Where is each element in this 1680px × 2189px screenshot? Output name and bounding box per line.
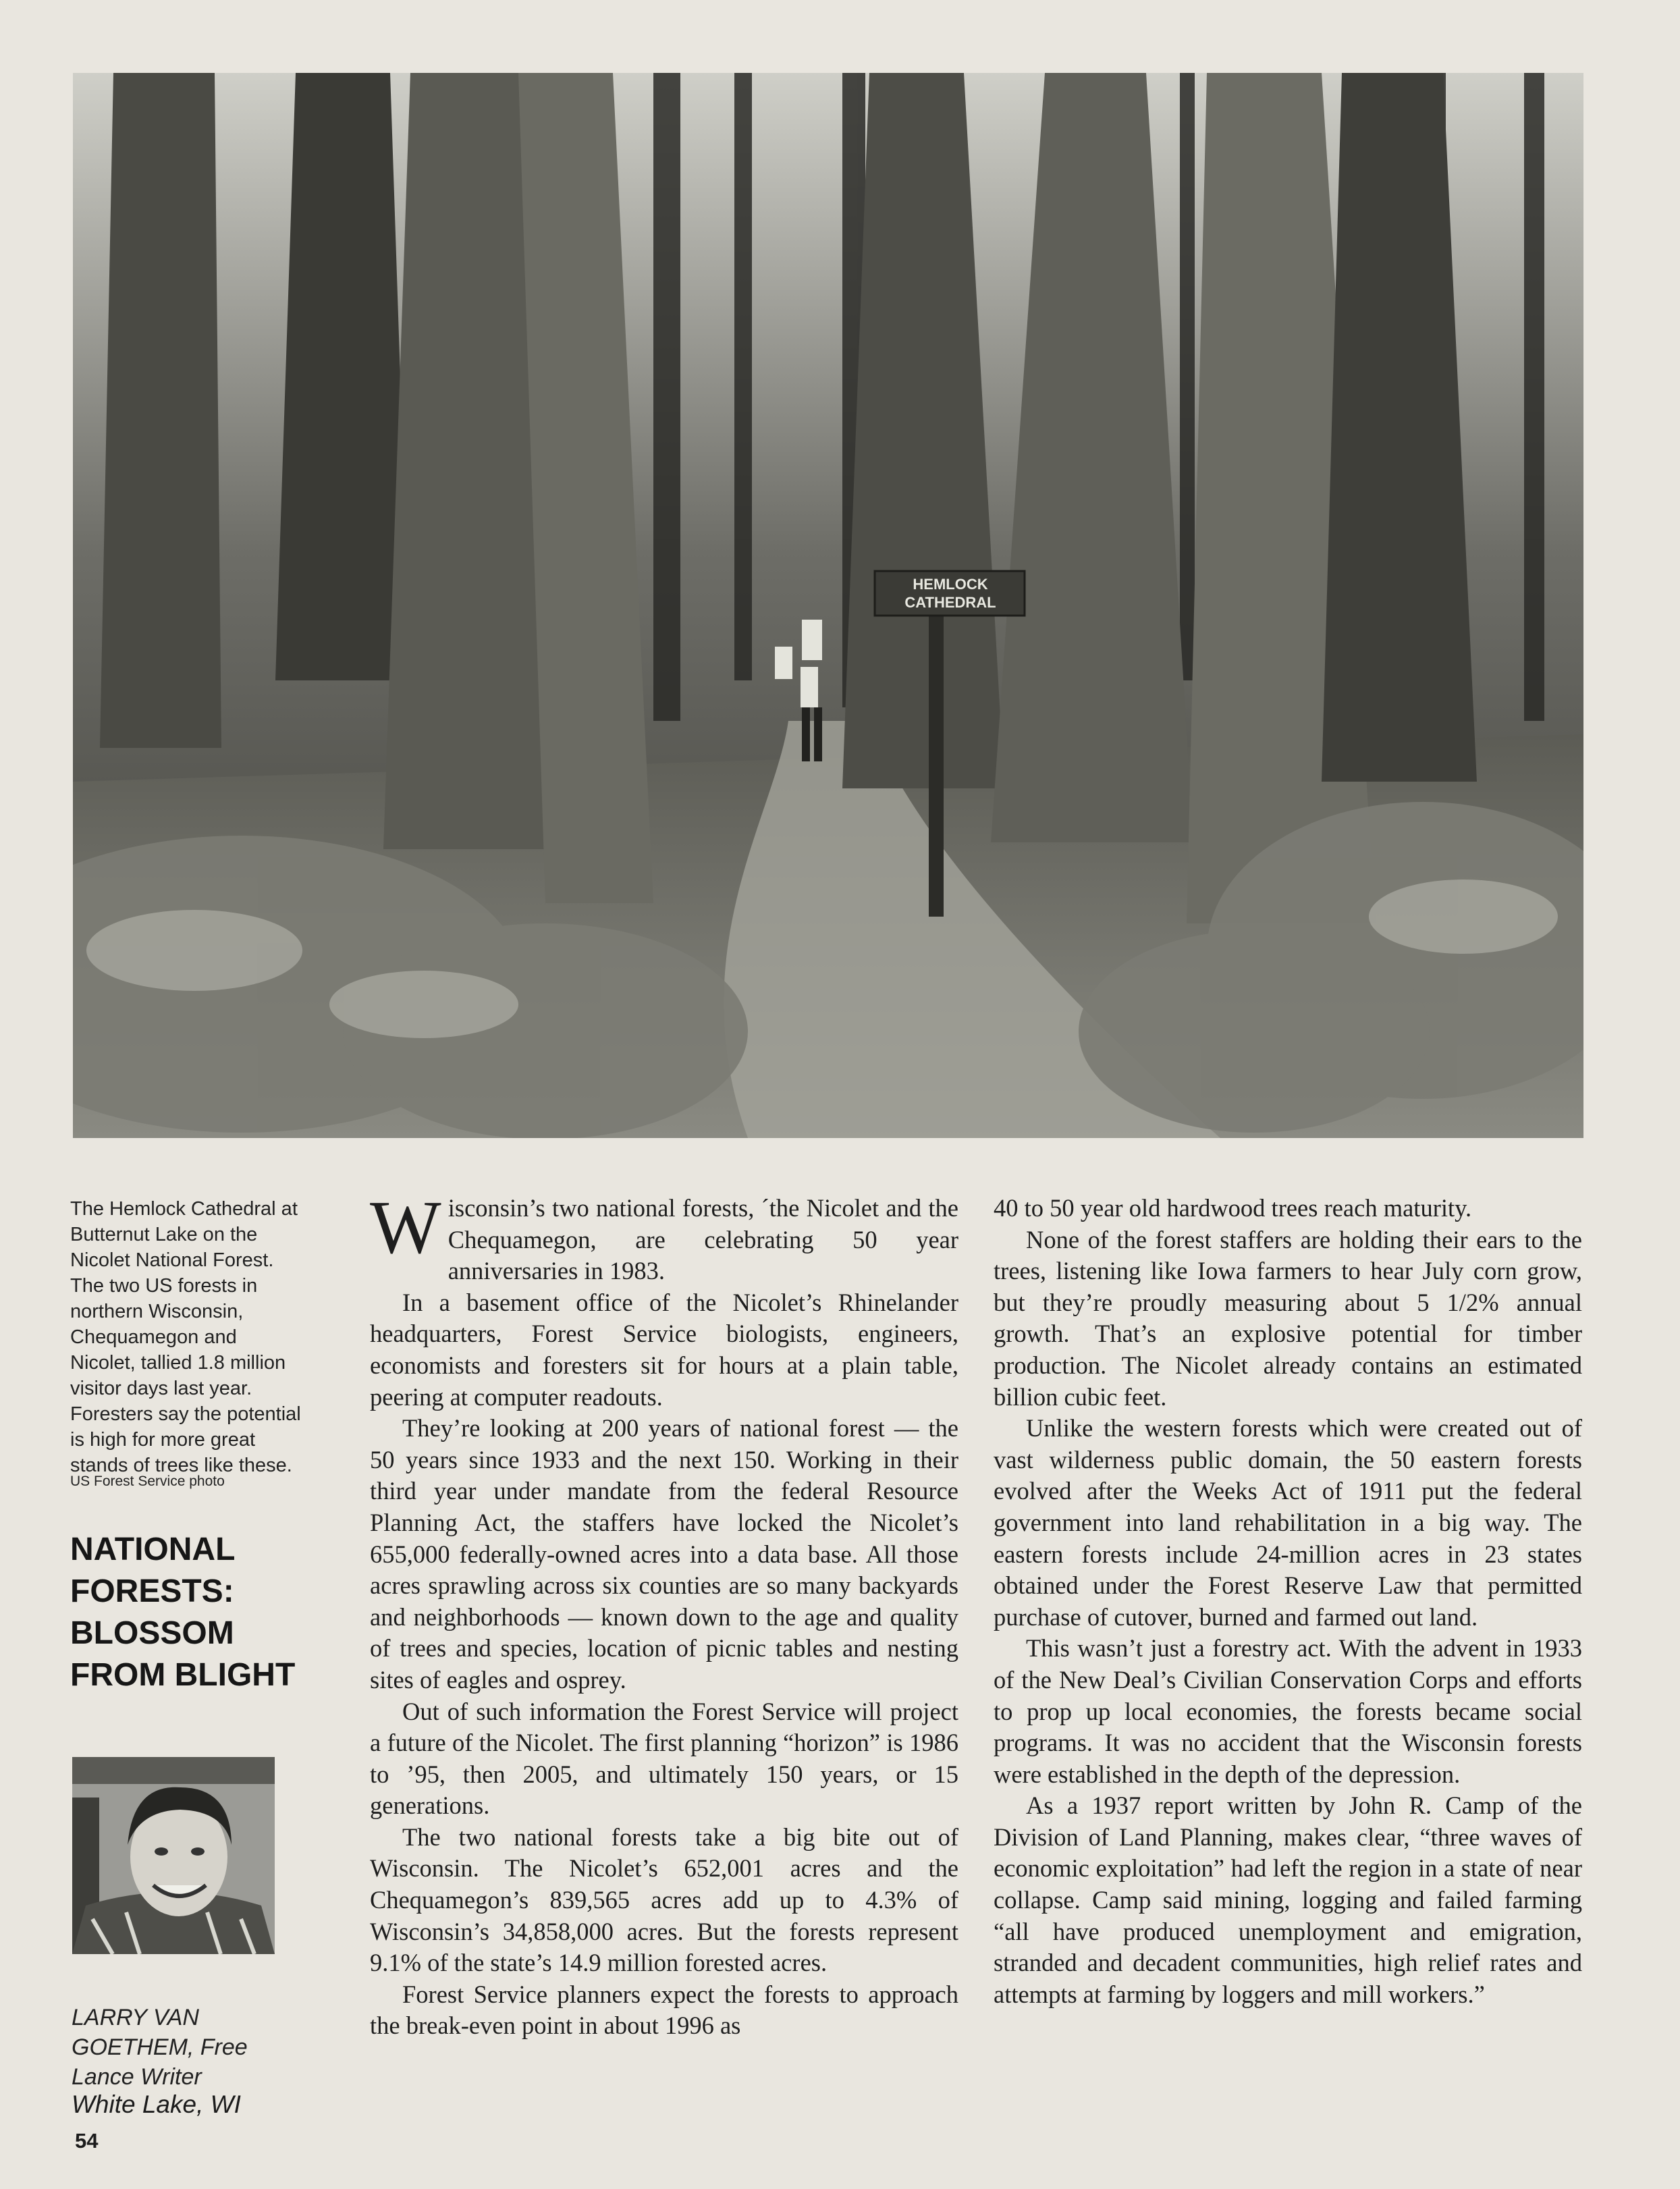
article-paragraph: They’re looking at 200 years of national forest — the 50 years since 1933 and the next 150. Working in their third year under mandate from the federal Resource Planning Act, the staffers have locked the Nicolet’s 655,000 federally-owned acres into a data base. All those acres sprawling across six counties are so many backyards and neighborhoods — known down to the age and quality of trees and species, location of picnic tables and nesting sites of eagles and osprey. xyxy=(370,1414,958,1694)
article-headline xyxy=(70,1529,340,1696)
article-paragraph: As a 1937 report written by John R. Camp of the Division of Land Planning, makes clear, “three waves of economic exploitation” had left the region in a state of near collapse. Camp said mining, logging and failed farming “all have produced unemployment and emigration, stranded and decadent communities, high relief rates and attempts at farming by loggers and mill workers.” xyxy=(994,1791,1582,2008)
photo-credit: US Forest Service photo xyxy=(70,1474,225,1489)
headline-line: BLOSSOM xyxy=(70,1615,234,1651)
page-number: 54 xyxy=(75,2129,99,2153)
article-column-2 xyxy=(994,1193,1582,2010)
photo-caption xyxy=(70,1196,340,1478)
article-paragraph: 40 to 50 year old hardwood trees reach maturity. xyxy=(994,1194,1472,1222)
caption-line: is high for more great xyxy=(70,1429,256,1451)
drop-cap: W xyxy=(370,1186,441,1270)
article-paragraph: Out of such information the Forest Service will project a future of the Nicolet. The first planning “horizon” is 1986 to ’95, then 2005, and ultimately 150 years, or 15 generations. xyxy=(370,1697,958,1820)
headline-line: FORESTS: xyxy=(70,1573,234,1609)
caption-line: Foresters say the potential xyxy=(70,1403,301,1425)
forest-photo xyxy=(73,73,1583,1138)
caption-line: visitor days last year. xyxy=(70,1378,252,1399)
author-location: White Lake, WI xyxy=(72,2090,241,2118)
article-column-1 xyxy=(370,1186,958,2042)
author-portrait-illustration xyxy=(72,1757,275,1954)
article-paragraph: Unlike the western forests which were created out of vast wilderness public domain, the 50 eastern forests evolved after the Weeks Act of 1911 put the federal government into land rehabilitation in a big way. The eastern forests include 24-million acres in 23 states obtained under the Forest Reserve Law that permitted purchase of cutover, burned and farmed out land. xyxy=(994,1414,1582,1631)
author-byline xyxy=(72,2003,342,2092)
author-portrait xyxy=(72,1757,275,1954)
sign-text-line2: CATHEDRAL xyxy=(904,594,996,611)
caption-line: northern Wisconsin, xyxy=(70,1301,244,1322)
article-paragraph: This wasn’t just a forestry act. With the advent in 1933 of the New Deal’s Civilian Conservation Corps and efforts to prop up local economies, the forests became social programs. It was no accident that the Wisconsin forests were established in the depth of the depression. xyxy=(994,1634,1582,1788)
article-paragraph: Forest Service planners expect the forests to approach the break-even point in about 1996 as xyxy=(370,1980,958,2040)
caption-line: The two US forests in xyxy=(70,1275,258,1297)
headline-line: FROM BLIGHT xyxy=(70,1657,296,1693)
article-paragraph: The two national forests take a big bite out of Wisconsin. The Nicolet’s 652,001 acres and the Chequamegon’s 839,565 acres add up to 4.3% of Wisconsin’s 34,858,000 acres. But the forests represent 9.1% of the state’s 14.9 million forested acres. xyxy=(370,1822,958,1977)
caption-line: Nicolet National Forest. xyxy=(70,1249,274,1271)
headline-line: NATIONAL xyxy=(70,1532,236,1567)
byline-line: Lance Writer xyxy=(72,2064,202,2090)
caption-line: Nicolet, tallied 1.8 million xyxy=(70,1352,286,1374)
article-paragraph: None of the forest staffers are holding their ears to the trees, listening like Iowa farmers to hear July corn grow, but they’re proudly measuring about 5 1/2% annual growth. That’s an explosive potential for timber production. The Nicolet already contains an estimated billion cubic feet. xyxy=(994,1225,1582,1411)
sign-text-line1: HEMLOCK xyxy=(913,576,988,593)
forest-photo-illustration xyxy=(73,73,1583,1138)
caption-line: Chequamegon and xyxy=(70,1326,237,1348)
caption-line: stands of trees like these. xyxy=(70,1455,292,1476)
article-paragraph xyxy=(370,1186,958,1287)
byline-line: LARRY VAN xyxy=(72,2005,199,2030)
paragraph-text: isconsin’s two national forests, ´the Nicolet and the Chequamegon, are celebrating 50 year anniversaries in 1983. xyxy=(448,1194,958,1285)
byline-line: GOETHEM, Free xyxy=(72,2034,248,2060)
article-paragraph: In a basement office of the Nicolet’s Rhinelander headquarters, Forest Service biologists, engineers, economists and foresters sit for hours at a plain table, peering at computer readouts. xyxy=(370,1288,958,1411)
caption-line: The Hemlock Cathedral at xyxy=(70,1198,298,1220)
caption-line: Butternut Lake on the xyxy=(70,1224,258,1245)
